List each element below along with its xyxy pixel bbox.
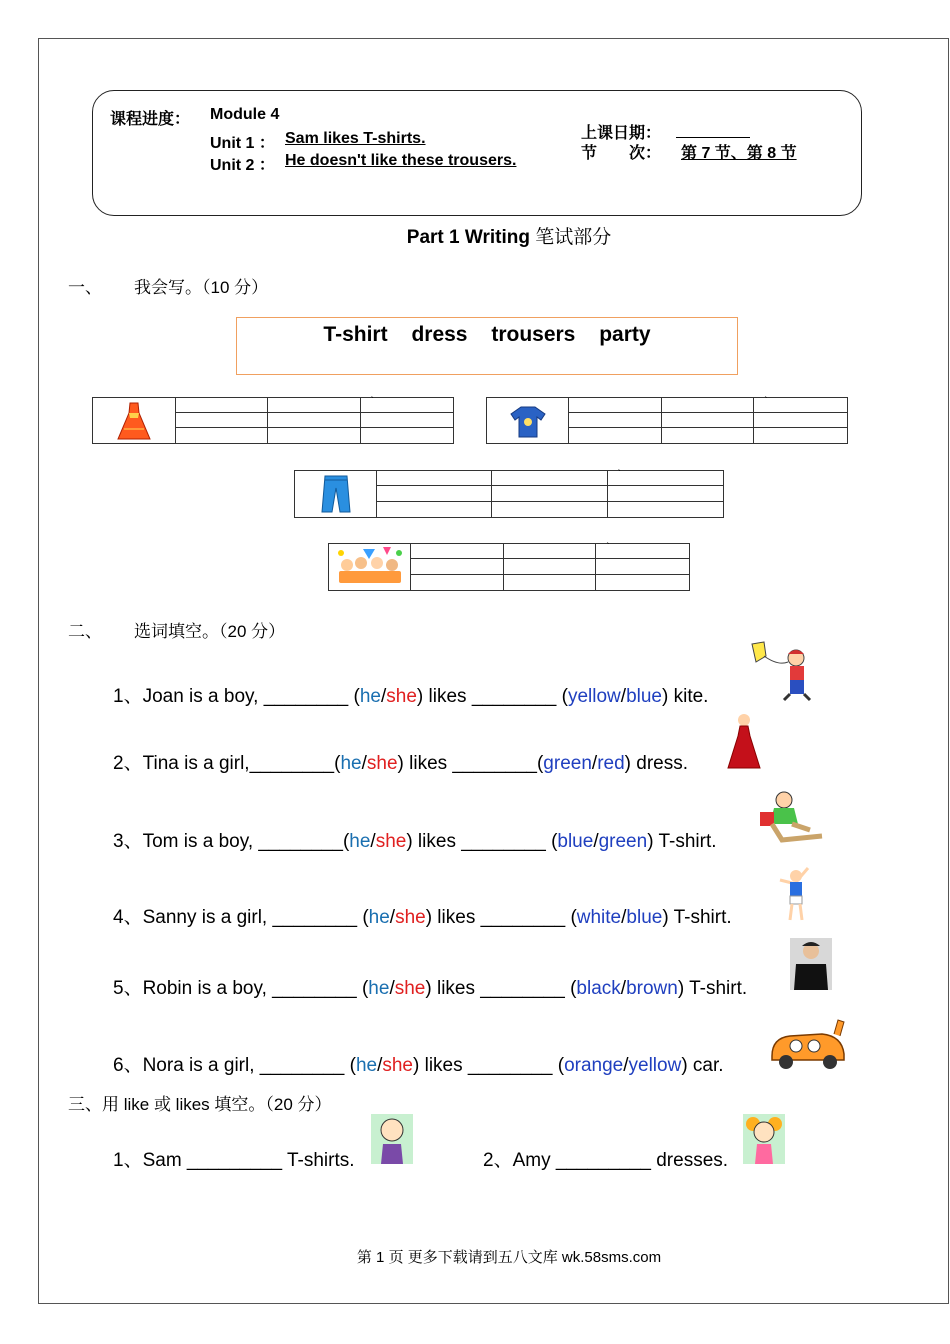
party-icon <box>333 545 407 589</box>
question-5: 5、Robin is a boy, ________ (he/she) likes ________ (black/brown) T-shirt. <box>113 978 748 999</box>
girl-amy-icon <box>743 1114 785 1164</box>
writing-cell[interactable] <box>608 486 723 501</box>
answer-blank[interactable]: ________ <box>249 753 335 774</box>
writing-lines <box>411 544 689 590</box>
writing-cell[interactable] <box>377 502 492 517</box>
trousers-picture <box>295 471 377 517</box>
answer-blank[interactable]: ________ <box>272 978 362 999</box>
writing-lines <box>176 398 453 443</box>
module-label: Module 4 <box>210 106 280 123</box>
old-man-icon <box>371 1114 413 1164</box>
girl-blue-tshirt-icon <box>774 866 814 922</box>
answer-blank[interactable]: ________ <box>467 1055 558 1076</box>
answer-blank[interactable]: ________ <box>272 907 363 928</box>
girl-red-dress-icon <box>726 712 762 770</box>
unit1-label: Unit 1 ： <box>210 135 275 152</box>
unit2-label: Unit 2 ： <box>210 157 275 174</box>
unit1-title: Sam likes T-shirts. <box>285 130 426 147</box>
session-label: 节 次： <box>581 145 662 162</box>
writing-cell[interactable] <box>176 413 268 428</box>
writing-cell[interactable]: ` <box>608 471 723 486</box>
writing-cell[interactable] <box>377 486 492 501</box>
writing-cell[interactable] <box>504 559 597 574</box>
answer-blank[interactable]: ________ <box>452 753 537 774</box>
dress-icon <box>112 399 156 443</box>
part-title-cn: 笔试部分 <box>535 227 612 248</box>
word-bank-item: T-shirt <box>323 323 388 346</box>
writing-cell[interactable] <box>596 575 689 590</box>
section1-title: 我会写。（10 分） <box>134 278 269 297</box>
word-bank <box>236 317 738 375</box>
writing-cell[interactable] <box>268 413 360 428</box>
boy-green-tshirt-icon <box>758 790 824 846</box>
writing-cell[interactable] <box>754 428 847 443</box>
answer-blank[interactable]: ________ <box>480 978 571 999</box>
writing-cell[interactable] <box>411 559 504 574</box>
answer-blank[interactable]: ________ <box>461 831 552 852</box>
section3-item-1: 1、Sam _________ T-shirts. <box>113 1150 355 1171</box>
date-blank <box>676 137 750 138</box>
orange-car-icon <box>766 1016 848 1072</box>
answer-blank[interactable]: ________ <box>480 907 571 928</box>
writing-cell[interactable] <box>569 413 662 428</box>
writing-cell[interactable] <box>377 471 492 486</box>
writing-cell[interactable] <box>361 428 453 443</box>
word-bank-item: trousers <box>491 323 576 346</box>
writing-cell[interactable] <box>754 413 847 428</box>
answer-blank[interactable]: ________ <box>259 1055 350 1076</box>
answer-blank[interactable]: ________ <box>258 831 343 852</box>
section3-item-2: 2、Amy _________ dresses. <box>483 1150 729 1171</box>
question-2: 2、Tina is a girl,________(he/she) likes ________(green/red) dress. <box>113 753 689 774</box>
writing-cell[interactable] <box>492 502 607 517</box>
writing-cell[interactable] <box>662 428 755 443</box>
word-bank-item: party <box>599 323 651 346</box>
writing-cell[interactable] <box>492 471 607 486</box>
writing-lines <box>377 471 723 517</box>
writing-grid-dress <box>92 397 454 444</box>
word-bank-item: dress <box>411 323 468 346</box>
tshirt-picture <box>487 398 569 443</box>
session-value: 第 7 节、第 8 节 <box>681 145 797 162</box>
trousers-icon <box>316 472 356 516</box>
writing-cell[interactable]: ` <box>754 398 847 413</box>
writing-cell[interactable] <box>596 559 689 574</box>
writing-cell[interactable] <box>662 413 755 428</box>
writing-grid-trousers <box>294 470 724 518</box>
writing-cell[interactable] <box>662 398 755 413</box>
part-title-en: Part 1 Writing <box>406 227 530 248</box>
writing-cell[interactable] <box>176 428 268 443</box>
writing-grid-tshirt <box>486 397 848 444</box>
section2-title: 选词填空。（20 分） <box>134 622 286 641</box>
section3-heading: 三、用 like 或 likes 填空。（20 分） <box>68 1095 332 1114</box>
writing-cell[interactable] <box>411 575 504 590</box>
writing-cell[interactable] <box>492 486 607 501</box>
answer-blank[interactable]: ________ <box>263 686 354 707</box>
writing-grid-party <box>328 543 690 591</box>
writing-cell[interactable] <box>268 428 360 443</box>
question-3: 3、Tom is a boy, ________(he/she) likes ________ (blue/green) T-shirt. <box>113 831 717 852</box>
page-footer: 第 1 页 更多下载请到五八文库 wk.58sms.com <box>356 1249 662 1266</box>
progress-label: 课程进度： <box>110 111 191 128</box>
question-4: 4、Sanny is a girl, ________ (he/she) likes ________ (white/blue) T-shirt. <box>113 907 732 928</box>
writing-cell[interactable]: ` <box>596 544 689 559</box>
dress-picture <box>93 398 176 443</box>
tshirt-icon <box>508 401 548 441</box>
writing-cell[interactable]: ` <box>361 398 453 413</box>
party-picture <box>329 544 411 590</box>
section2-heading <box>68 617 285 642</box>
boy-with-kite-icon <box>748 640 818 702</box>
writing-cell[interactable] <box>176 398 268 413</box>
writing-cell[interactable] <box>504 544 597 559</box>
section1-heading <box>68 273 268 298</box>
writing-cell[interactable] <box>268 398 360 413</box>
section2-number: 二、 <box>68 622 102 641</box>
boy-black-tshirt-icon <box>790 938 832 990</box>
writing-cell[interactable] <box>608 502 723 517</box>
part-title <box>0 222 950 249</box>
date-label: 上课日期： <box>581 125 662 142</box>
writing-cell[interactable] <box>411 544 504 559</box>
writing-cell[interactable] <box>569 428 662 443</box>
answer-blank[interactable]: ________ <box>471 686 562 707</box>
writing-cell[interactable] <box>361 413 453 428</box>
writing-lines <box>569 398 847 443</box>
question-1: 1、Joan is a boy, ________ (he/she) likes ________ (yellow/blue) kite. <box>113 686 709 707</box>
writing-cell[interactable] <box>504 575 597 590</box>
unit2-title: He doesn't like these trousers. <box>285 152 517 169</box>
section1-number: 一、 <box>68 278 102 297</box>
writing-cell[interactable] <box>569 398 662 413</box>
question-6: 6、Nora is a girl, ________ (he/she) likes ________ (orange/yellow) car. <box>113 1055 724 1076</box>
